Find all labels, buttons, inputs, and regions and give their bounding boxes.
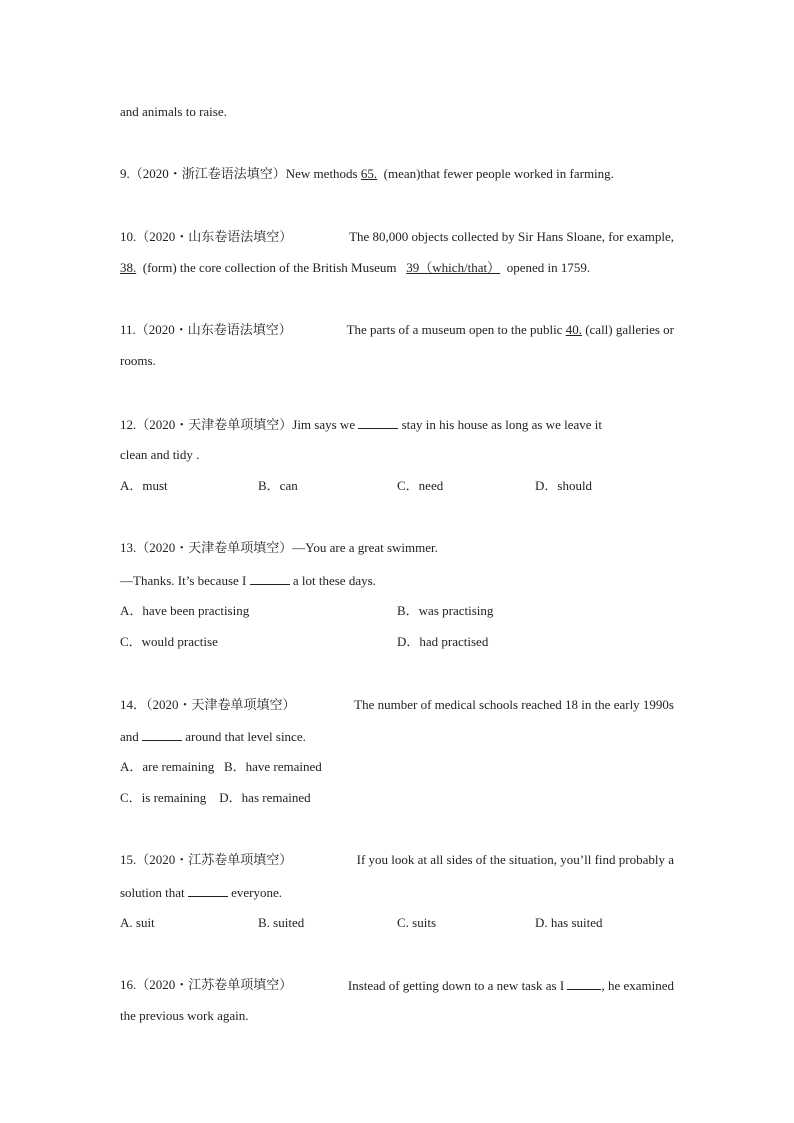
q16-text-pre: Instead of getting down to a new task as I bbox=[347, 978, 565, 993]
q15-blank bbox=[188, 884, 228, 897]
q16-text-line2: the previous work again. bbox=[120, 1008, 249, 1023]
q11-number: 11. bbox=[120, 322, 136, 337]
q13-text-line2-post: a lot these days. bbox=[292, 573, 376, 588]
q16-text-post: , he examined bbox=[601, 978, 674, 993]
q15-option-c: C. suits bbox=[397, 915, 437, 930]
q15-source: （2020・江苏卷单项填空） bbox=[136, 852, 293, 867]
q9-answer-blank: 65. bbox=[360, 166, 378, 181]
q14-option-d: D．has remained bbox=[219, 790, 311, 805]
q15-text-line1: If you look at all sides of the situation, you’ll find probably a bbox=[356, 852, 674, 867]
q13-blank bbox=[250, 572, 290, 585]
question-11-line1 bbox=[120, 322, 674, 338]
q15-option-a: A. suit bbox=[120, 915, 155, 930]
q14-number: 14． bbox=[120, 697, 147, 712]
q10-text-post: opened in 1759. bbox=[506, 260, 591, 275]
q10-answer-blank-39: 39（which/that） bbox=[406, 260, 501, 275]
q12-option-c: C．need bbox=[397, 478, 444, 493]
q12-option-d: D．should bbox=[535, 478, 593, 493]
q13-option-d: D．had practised bbox=[397, 634, 489, 649]
q14-blank bbox=[142, 728, 182, 741]
q16-source: （2020・江苏卷单项填空） bbox=[136, 977, 293, 992]
q14-source: （2020・天津卷单项填空） bbox=[146, 697, 296, 712]
q14-text-line2-pre: and bbox=[120, 729, 139, 744]
q12-source: （2020・天津卷单项填空） bbox=[136, 417, 293, 432]
q12-text-pre: Jim says we bbox=[292, 417, 356, 432]
question-9 bbox=[120, 166, 614, 182]
q14-options-row2 bbox=[120, 790, 311, 806]
q14-text-line2-post: around that level since. bbox=[185, 729, 306, 744]
q9-source: （2020・浙江卷语法填空） bbox=[129, 166, 286, 181]
q11-source: （2020・山东卷语法填空） bbox=[135, 322, 292, 337]
q11-answer-blank: 40. bbox=[565, 322, 582, 337]
question-14-line1 bbox=[120, 697, 674, 713]
q13-number: 13. bbox=[120, 540, 137, 555]
question-16-line1 bbox=[120, 977, 674, 994]
question-12-line1 bbox=[120, 416, 602, 433]
q12-text-line2: clean and tidy . bbox=[120, 447, 200, 462]
q13-option-c: C．would practise bbox=[120, 634, 218, 649]
q11-text-pre: The parts of a museum open to the public bbox=[346, 322, 563, 337]
q11-text-post: (call) galleries or bbox=[585, 322, 674, 337]
q10-answer-blank-38: 38. bbox=[120, 260, 137, 275]
question-13-line1 bbox=[120, 540, 438, 556]
q12-option-b: B．can bbox=[258, 478, 298, 493]
q9-text-post: (mean)that fewer people worked in farming. bbox=[383, 166, 614, 181]
q13-option-a: A．have been practising bbox=[120, 603, 250, 618]
q10-text-line1: The 80,000 objects collected by Sir Hans Sloane, for example, bbox=[349, 229, 674, 244]
question-13-line2 bbox=[120, 572, 376, 589]
intro-tail: and animals to raise. bbox=[120, 104, 227, 119]
question-14-line2 bbox=[120, 728, 306, 745]
q14-option-b: B．have remained bbox=[223, 759, 322, 774]
q15-text-line2-pre: solution that bbox=[120, 885, 185, 900]
q12-option-a: A．must bbox=[120, 478, 168, 493]
q14-option-a: A．are remaining bbox=[120, 759, 215, 774]
q16-blank bbox=[567, 977, 601, 990]
q10-number: 10. bbox=[120, 229, 137, 244]
q11-text-line2: rooms. bbox=[120, 353, 156, 368]
q12-number: 12. bbox=[120, 417, 137, 432]
question-10-line2 bbox=[120, 260, 590, 276]
q12-text-post: stay in his house as long as we leave it bbox=[401, 417, 602, 432]
q14-option-c: C．is remaining bbox=[120, 790, 207, 805]
q15-option-d: D. has suited bbox=[535, 915, 603, 930]
q13-text-line2-pre: —Thanks. It’s because I bbox=[120, 573, 247, 588]
question-10-line1 bbox=[120, 229, 674, 245]
q13-option-b: B．was practising bbox=[397, 603, 494, 618]
q9-text-pre: New methods bbox=[285, 166, 358, 181]
q9-number: 9. bbox=[120, 166, 130, 181]
q14-text-line1: The number of medical schools reached 18 in the early 1990s bbox=[354, 697, 674, 712]
q15-text-line2-post: everyone. bbox=[231, 885, 283, 900]
q12-blank bbox=[358, 416, 398, 429]
q15-number: 15. bbox=[120, 852, 137, 867]
q10-source: （2020・山东卷语法填空） bbox=[136, 229, 293, 244]
question-15-line2 bbox=[120, 884, 282, 901]
q16-number: 16. bbox=[120, 977, 137, 992]
question-15-line1 bbox=[120, 852, 674, 868]
q15-option-b: B. suited bbox=[258, 915, 305, 930]
q13-text-line1: —You are a great swimmer. bbox=[292, 540, 438, 555]
q13-source: （2020・天津卷单项填空） bbox=[136, 540, 293, 555]
q10-text-mid: (form) the core collection of the British Museum bbox=[142, 260, 397, 275]
q14-options-row1 bbox=[120, 759, 322, 775]
